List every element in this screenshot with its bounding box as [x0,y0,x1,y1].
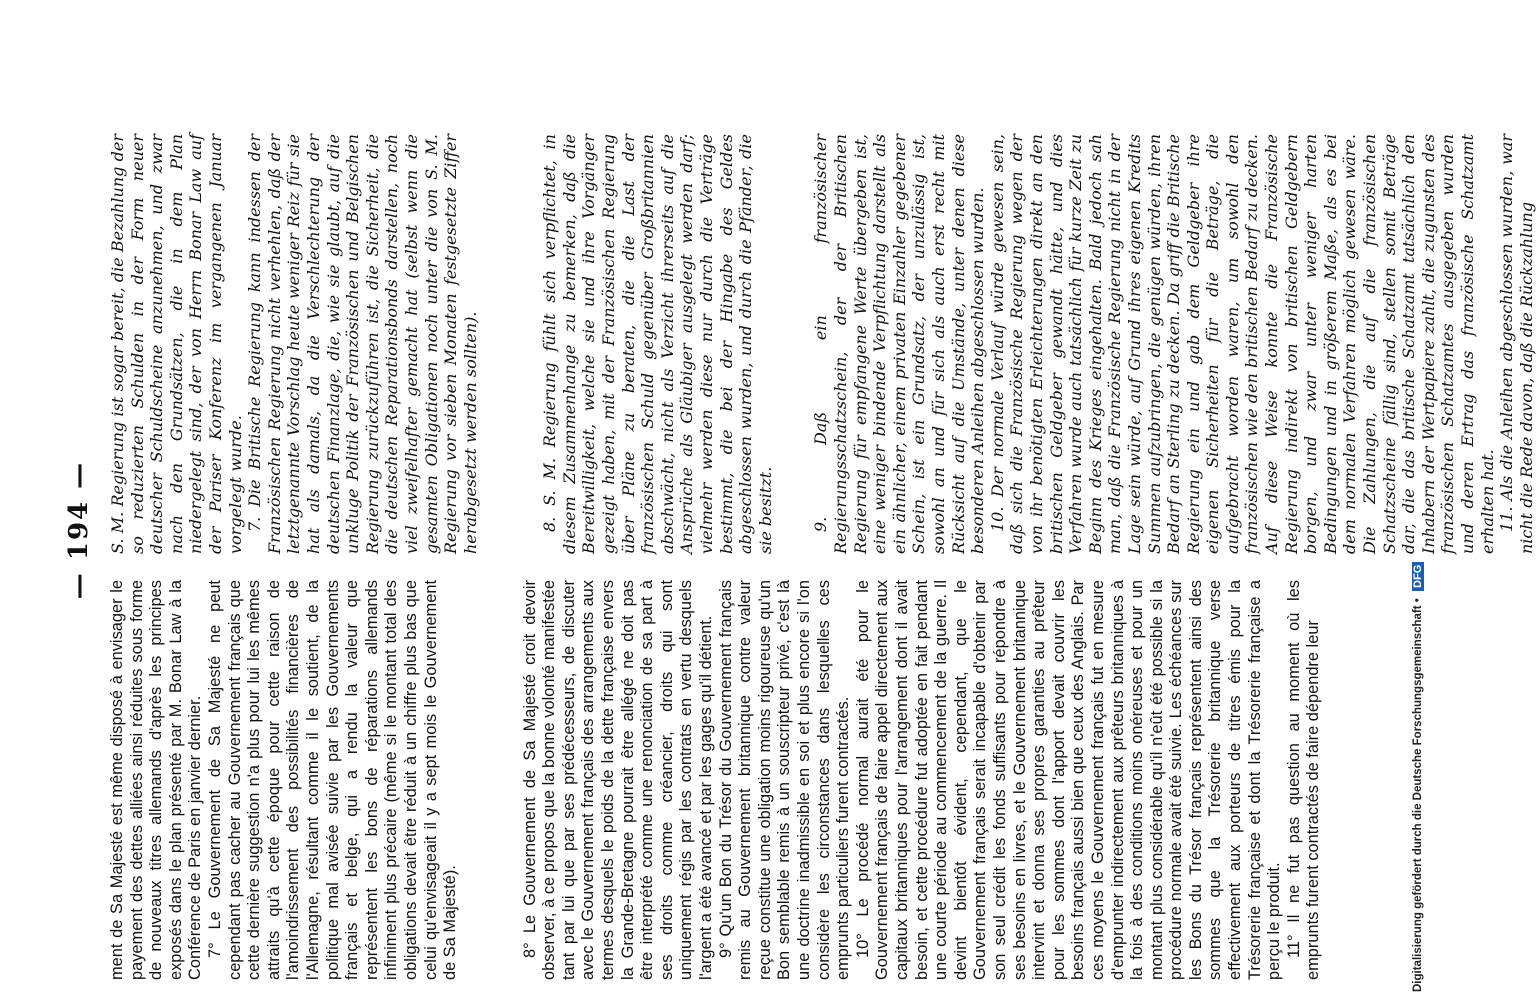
column-german [108,134,1536,554]
page-number: — 194 — [64,460,94,600]
credit-text: Digitalisierung gefördert durch die Deutsche Forschungsgemeinschaft • [1412,598,1424,992]
section-11-fr: 11° Il ne fut pas question au moment où les emprunts furent contractés de faire dépendre leur [1284,580,1323,980]
dfg-logo: DFG [1412,562,1424,591]
paragraph-continuation-de: S. M. Regierung ist sogar bereit, die Bezahlung der so reduzierten Schulden in der Form neuer deutscher Schuldscheine anzunehmen, und zwar nach den Grundsätzen, die in dem Plan niedergelegt sind, der von Herrn Bonar Law auf der Pariser Konferenz im vergangenen Januar vorgelegt wurde. [108,134,245,554]
column-french [108,580,1324,980]
digitization-credit [1408,8,1434,998]
section-7-fr: 7° Le Gouvernement de Sa Majesté ne peut cependant pas cacher au Gouvernement français que cette dernière suggestion n'a plus pour lui les mêmes attraits qu'à cette époque pour cette raison de l'amoindrissement des possibilités financières de l'Allemagne, résultant comme il le soutient, de la politique mal avisée suivie par les Gouvernements français et belge, qui a rendu la valeur que représentent les bons de réparations allemands infiniment plus précaire (même si le montant total des obligations devait être réduit à un chiffre plus bas que celui qu'envisageait il y a sept mois le Gouvernement de Sa Majesté). [205,580,460,980]
section-8-de: 8. S. M. Regierung fühlt sich verpflichtet, in diesem Zusammenhange zu bemerken, daß die Bereitwilligkeit, welche sie und ihre Vorgänger gezeigt haben, mit der Französischen Regierung über Pläne zu beraten, die die Last der französischen Schuld gegenüber Großbritannien abschwächt, nicht als Verzicht ihrerseits auf die Ansprüche als Gläubiger ausgelegt werden darf; vielmehr werden diese nur durch die Verträge bestimmt, die bei der Hingabe des Geldes abgeschlossen wurden, und durch die Pfänder, die sie besitzt. [540,134,775,554]
section-10-fr: 10° Le procédé normal aurait été pour le Gouvernement français de faire appel directement aux capitaux britanniques pour l'arrangement dont il avait besoin, et cette procédure fut adoptée en fait pendant une courte période au commencement de la guerre. Il devint bientôt évident, cependant, que le Gouvernement français serait incapable d'obtenir par son seul crédit les fonds suffisants pour répondre à ses besoins en livres, et le Gouvernement britannique intervint et donna ses propres garanties au prêteur pour les sommes dont l'apport devait couvrir les besoins français aussi bien que ceux des Anglais. Par ces moyens le Gouvernement français fut en mesure d'emprunter indirectement aux prêteurs britanniques à la fois à des conditions moins onéreuses et pour un montant plus considérable qu'il n'eût été possible si la procédure normale avait été suivie. Les échéances sur les Bons du Trésor français représentent ainsi des sommes que la Trésorerie britannique verse effectivement aux porteurs de titres émis pour la Trésorerie française et dont la Trésorerie française a perçu le produit. [853,580,1284,980]
section-9-de: 9. Daß ein französischer Regierungsschatzschein, der der Britischen Regierung für empfangene Werte übergeben ist, eine weniger bindende Verpflichtung darstellt als ein ähnlicher, einem privaten Einzahler gegebener Schein, ist ein Grundsatz, der unzulässig ist, sowohl an und für sich als auch erst recht mit Rücksicht auf die Umstände, unter denen diese besonderen Anleihen abgeschlossen wurden. [811,134,988,554]
credit-text-line [1412,12,1424,992]
section-10-de: 10. Der normale Verlauf würde gewesen sein, daß sich die Französische Regierung wegen der von ihr benötigten Erleichterungen direkt an den britischen Geldgeber gewandt hätte, und dies Verfahren wurde auch tatsächlich für kurze Zeit zu Beginn des Krieges eingehalten. Bald jedoch sah man, daß die Französische Regierung nicht in der Lage sein würde, auf Grund ihres eigenen Kredits Summen aufzubringen, die genügen würden, ihren Bedarf an Sterling zu decken. Da griff die Britische Regierung ein und gab dem Geldgeber ihre eigenen Sicherheiten für die Beträge, die aufgebracht worden waren, um sowohl den französischen wie den britischen Bedarf zu decken. Auf diese Weise konnte die Französische Regierung indirekt von britischen Geldgebern borgen, und zwar unter weniger harten Bedingungen und in größerem Maße, als es bei dem normalen Verfahren möglich gewesen wäre. Die Zahlungen, die auf die französischen Schatzscheine fällig sind, stellen somit Beträge dar, die das britische Schatzamt tatsächlich den Inhabern der Wertpapiere zahlt, die zugunsten des französischen Schatzamtes ausgegeben wurden und deren Ertrag das französische Schatzamt erhalten hat. [987,134,1497,554]
section-8-fr: 8° Le Gouvernement de Sa Majesté croit devoir observer, à ce propos que la bonne volonté manifestée tant par lui que par ses prédécesseurs, de discuter avec le Gouvernement français des arrangements aux termes desquels le poids de la dette française envers la Grande-Bretagne pourrait être allégé ne doit pas être interprété comme une renonciation de sa part à ses droits comme créancier, droits qui sont uniquement régis par les contrats en vertu desquels l'argent a été avancé et par les gages qu'il détient. [520,580,716,980]
section-9-fr: 9° Qu'un Bon du Trésor du Gouvernement français remis au Gouvernement britannique contre valeur reçue constitue une obligation moins rigoureuse qu'un Bon semblable remis à un souscripteur privé, c'est là une doctrine inadmissible en soi et plus encore si l'on considère les circonstances dans lesquelles ces emprunts particuliers furent contractés. [716,580,853,980]
section-7-de: 7. Die Britische Regierung kann indessen der Französischen Regierung nicht verhehlen, daß der letztgenannte Vorschlag heute weniger Reiz für sie hat als damals, da die Verschlechterung der deutschen Finanzlage, die, wie sie glaubt, auf die unkluge Politik der Französischen und Belgischen Regierung zurückzuführen ist, die Sicherheit, die die deutschen Reparationsbonds darstellen, noch viel zweifelhafter gemacht hat (selbst wenn die gesamten Obligationen noch unter die von S. M. Regierung vor sieben Monaten festgesetzte Ziffer herabgesetzt werden sollten). [245,134,480,554]
paragraph-continuation-fr: ment de Sa Majesté est même disposé à envisager le payement des dettes alliées ainsi réduites sous forme de nouveaux titres allemands d'après les principes exposés dans le plan présenté par M. Bonar Law à la Conférence de Paris en janvier dernier. [108,580,205,980]
section-11-de: 11. Als die Anleihen abgeschlossen wurden, war nicht die Rede davon, daß die Rückzahlung [1497,134,1536,554]
